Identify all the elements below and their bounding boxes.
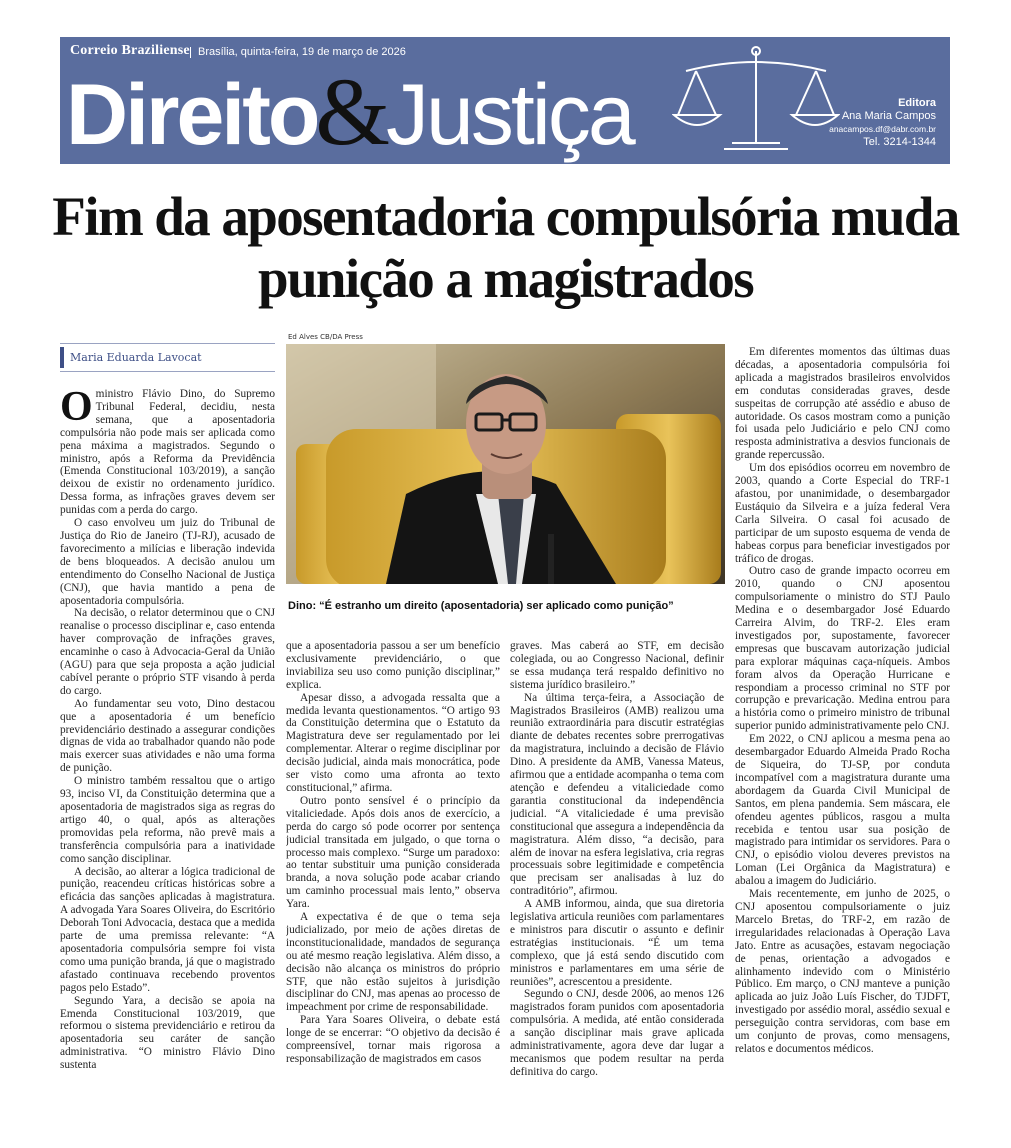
photo-illustration	[286, 344, 725, 584]
article-column-2	[286, 640, 500, 1130]
article-paragraph: Na decisão, o relator determinou que o CNJ reanalise o processo disciplinar e, caso entenda haver comprovação de infrações graves, encaminhe o caso à Advocacia-Geral da União (AGU) para que seja proposta a ação judicial cabível perante o próprio STF visando à perda do cargo.	[60, 607, 275, 697]
article-paragraph: A decisão, ao alterar a lógica tradicional de punição, reacendeu críticas históricas sobre a eficácia das sanções aplicadas à magistratura. A advogada Yara Soares Oliveira, do Escritório Deborah Toni Advocacia, destaca que a medida parte de uma premissa relevante: “A aposentadoria compulsória sempre foi vista como uma punição branda, já que o magistrado afastado continuava recebendo proventos pagos pelo Estado”.	[60, 865, 275, 994]
article-column-1	[60, 388, 275, 1148]
section-title-justica: Justiça	[386, 67, 633, 163]
photo-caption: Dino: “É estranho um direito (aposentadoria) ser aplicado como punição”	[288, 600, 674, 612]
article-column-4	[735, 346, 950, 1136]
headline: Fim da aposentadoria compulsória muda punição a magistrados	[52, 186, 959, 309]
editor-phone: Tel. 3214-1344	[863, 136, 936, 148]
editor-name: Ana Maria Campos	[841, 110, 936, 122]
article-paragraph: Em 2022, o CNJ aplicou a mesma pena ao desembargador Eduardo Almeida Prado Rocha de Siqueira, do TJ-SP, por conduta incompatível com a magistratura durante uma abordagem da Guarda Civil Municipal de Santos, em plena pandemia. Sem máscara, ele ofendeu agentes públicos, rasgou a multa recebida e tentou usar sua posição de magistrado para intimidar os servidores. Para o CNJ, o episódio violou deveres previstos na Loman (Lei Orgânica da Magistratura) e abalou a imagem do Judiciário.	[735, 733, 950, 888]
article-paragraph: Apesar disso, a advogada ressalta que a medida levanta questionamentos. “O artigo 93 da Constituição determina que o Estatuto da Magistratura deve ser regulamentado por lei complementar. Alterar o regime disciplinar por decisão judicial, ainda mais monocrática, pode ser visto como uma afronta ao texto constitucional,” afirma.	[286, 691, 500, 794]
article-paragraph: O caso envolveu um juiz do Tribunal de Justiça do Rio de Janeiro (TJ-RJ), acusado de favorecimento a milícias e liberação indevida de bens bloqueados. A decisão anulou um entendimento do Conselho Nacional de Justiça (CNJ), que havia mantido a pena de aposentadoria compulsória.	[60, 517, 275, 607]
article-paragraph: Ao fundamentar seu voto, Dino destacou que a aposentadoria é um benefício previdenciário destinado a assegurar condições dignas de vida ao trabalhador quando não pode mais exercer suas atividades e não uma forma de punição.	[60, 697, 275, 775]
article-paragraph: Na última terça-feira, a Associação de Magistrados Brasileiros (AMB) realizou uma reunião extraordinária para discutir estratégias diante de debates recentes sobre prerrogativas da magistratura, incluindo a decisão de Flávio Dino. A presidente da AMB, Vanessa Mateus, afirmou que a entidade acompanha o tema com atenção e defendeu a vitaliciedade como garantia constitucional da independência judicial. “A vitaliciedade é uma previsão constitucional que assegura a independência da magistratura. Além disso, “a decisão, para além de inovar na esfera legislativa, cria regras processuais sobre legitimidade e competência que precisam ser analisadas à luz do contraditório”, afirmou.	[510, 691, 724, 898]
article-paragraph: Para Yara Soares Oliveira, o debate está longe de se encerrar: “O objetivo da decisão é compreensível, tornar mais rigorosa a responsabilização de magistrados em casos	[286, 1014, 500, 1065]
editor-label: Editora	[898, 97, 936, 109]
article-paragraph: Oministro Flávio Dino, do Supremo Tribunal Federal, decidiu, nesta semana, que a aposentadoria compulsória não pode mais ser aplicada como pena máxima a magistrados. Segundo o ministro, após a Reforma da Previdência (Emenda Constitucional 103/2019), a sanção deixou de existir no ordenamento jurídico. Dessa forma, as infrações graves devem ser punidas com a perda do cargo.	[60, 388, 275, 517]
newspaper-name: Correio Braziliense	[70, 43, 190, 58]
article-photo	[286, 344, 725, 584]
byline	[60, 343, 275, 372]
article-paragraph: Um dos episódios ocorreu em novembro de 2003, quando a Corte Especial do TRF-1 afastou, por unanimidade, o desembargador Eustáquio da Silveira e a juíza federal Vera Carla Silveira. O casal foi acusado de participar de um suposto esquema de venda de habeas corpus para beneficiar investigados por tráfico de drogas.	[735, 462, 950, 565]
article-paragraph: O ministro também ressaltou que o artigo 93, inciso VI, da Constituição determina que a aposentadoria de magistrados siga as regras do artigo 40, o qual, após as alterações promovidas pela reforma, não prevê mais a transferência compulsória para a inatividade como sanção disciplinar.	[60, 775, 275, 865]
author-name: Maria Eduarda Lavocat	[60, 347, 275, 368]
photo-credit: Ed Alves CB/DA Press	[288, 333, 363, 341]
article-paragraph: Outro ponto sensível é o princípio da vitaliciedade. Após dois anos de exercício, a perda do cargo só pode ocorrer por sentença judicial transitada em julgado, o que torna o processo mais complexo. “Surge um paradoxo: ao tentar substituir uma punição considerada branda, a nova solução pode acabar criando um caminho processual mais lento,” observa Yara.	[286, 794, 500, 911]
article-paragraph: graves. Mas caberá ao STF, em decisão colegiada, ou ao Congresso Nacional, definir se essa mudança terá respaldo definitivo no sistema jurídico brasileiro.”	[510, 640, 724, 691]
article-paragraph: A AMB informou, ainda, que sua diretoria legislativa articula reuniões com parlamentares e ministros para discutir o assunto e definir estratégias institucionais. “É um tema complexo, que já está sendo discutido com ministros e parlamentares em uma série de reuniões”, acrescentou a presidente.	[510, 898, 724, 988]
article-paragraph: A expectativa é de que o tema seja judicializado, por meio de ações diretas de inconstitucionalidade, mandados de segurança ou até mesmo reação legislativa. Além disso, a decisão não alcança os ministros do próprio STF, que não estão sujeitos à jurisdição disciplinar do CNJ, mas apenas ao processo de impeachment por crime de responsabilidade.	[286, 911, 500, 1014]
article-paragraph: Outro caso de grande impacto ocorreu em 2010, quando o CNJ aposentou compulsoriamente o ministro do STJ Paulo Medina e o desembargador José Eduardo Carreira Alvim, do TRF-2. Eles eram investigados por, supostamente, favorecer empresas que buscavam autorização judicial para explorar máquinas caça-níqueis. Ambos foram alvos da Operação Hurricane e respondiam a processo criminal no STF por corrupção e prevaricação. Medina entrou para a história como o primeiro ministro de tribunal superior punido administrativamente pelo CNJ.	[735, 565, 950, 733]
article-paragraph: Segundo Yara, a decisão se apoia na Emenda Constitucional 103/2019, que reformou o sistema previdenciário e retirou da aposentadoria seu caráter de sanção administrativa. “O ministro Flávio Dino sustenta	[60, 994, 275, 1072]
editor-box	[776, 97, 936, 149]
editor-email: anacampos.df@dabr.com.br	[829, 124, 936, 134]
article-column-3	[510, 640, 724, 1130]
masthead	[60, 37, 950, 164]
section-title-ampersand: &	[315, 58, 389, 164]
article-paragraph: Em diferentes momentos das últimas duas décadas, a aposentadoria compulsória foi aplicada a magistrados brasileiros envolvidos em condutas consideradas graves, desde suspeitas de corrupção até assédio e abuso de autoridade. Os casos mostram como a punição foi usada pelo Judiciário e pelo CNJ como resposta administrativa a desvios funcionais de grande repercussão.	[735, 346, 950, 462]
date-line: Brasília, quinta-feira, 19 de março de 2026	[198, 46, 406, 58]
section-title-direito: Direito	[66, 67, 318, 163]
section-title	[66, 58, 633, 164]
article-paragraph: Mais recentemente, em junho de 2025, o CNJ aposentou compulsoriamente o juiz Marcelo Bretas, do TRF-2, em razão de irregularidades relacionadas à Operação Lava Jato. Entre as acusações, estavam negociação de penas, orientação a advogados e alinhamento indevido com o Ministério Público. Em março, o CNJ manteve a punição aplicada ao juiz João Luís Fischer, do TJDFT, investigado por assédio moral, assédio sexual e perseguição contra servidoras, com base em um conjunto de provas, como mensagens, relatos e documentos médicos.	[735, 888, 950, 1055]
article-paragraph: que a aposentadoria passou a ser um benefício exclusivamente previdenciário, o que inviabiliza seu uso como punição disciplinar,” explica.	[286, 640, 500, 691]
article-paragraph: Segundo o CNJ, desde 2006, ao menos 126 magistrados foram punidos com aposentadoria compulsória. A medida, até então considerada a sanção disciplinar mais grave aplicada administrativamente, agora deve dar lugar a mecanismos que podem resultar na perda definitiva do cargo.	[510, 988, 724, 1078]
drop-cap: O	[60, 388, 93, 430]
